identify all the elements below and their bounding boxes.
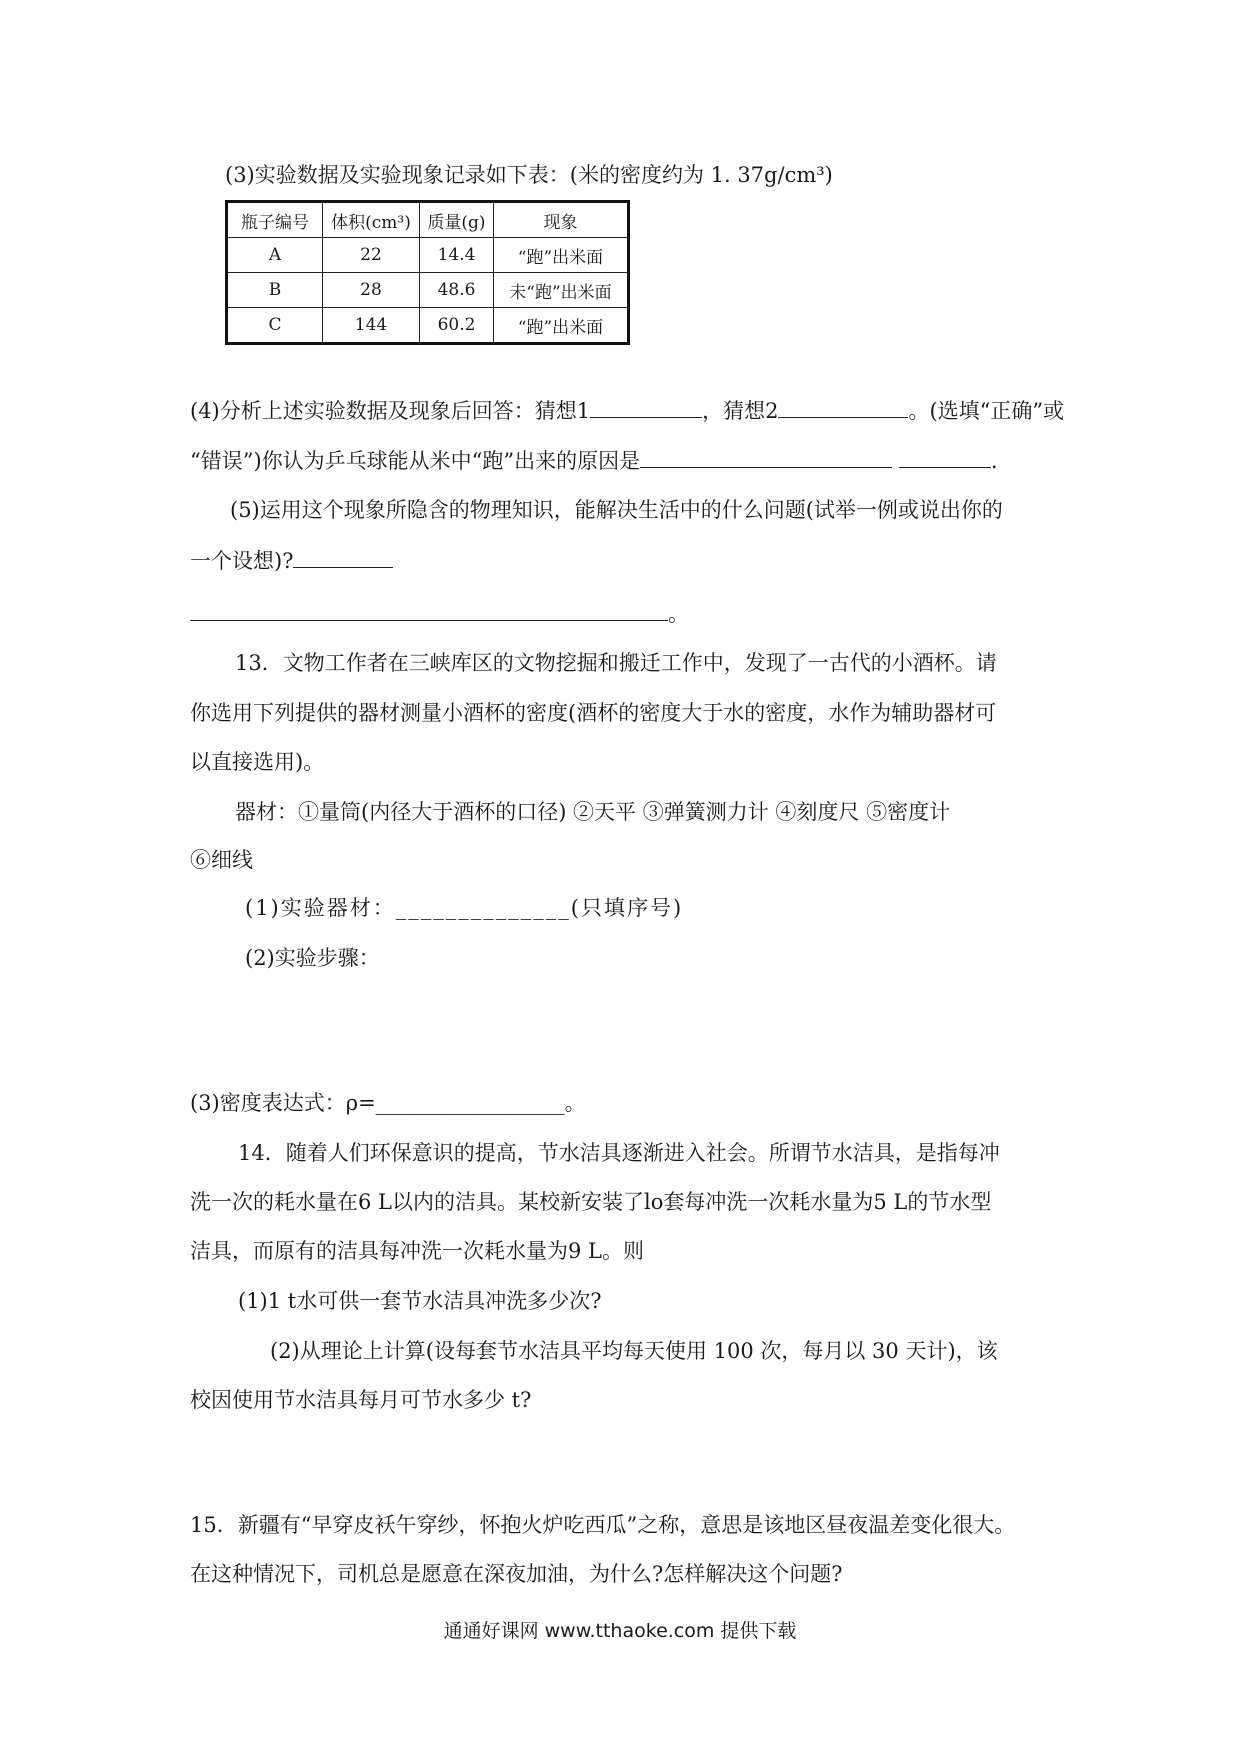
answer-blank[interactable] [293,545,393,568]
table-cell: B [227,273,323,308]
q12-part3-text: (3)实验数据及实验现象记录如下表：(米的密度约为 1. 37g/cm³) [225,163,833,187]
table-cell: 未“跑”出米面 [494,273,629,308]
q14-sub1: (1)1 t水可供一套节水洁具冲洗多少次? [238,1289,602,1313]
table-cell: 14.4 [420,238,494,273]
q14-sub2-cont: 校因使用节水洁具每月可节水多少 t? [190,1388,532,1412]
table-header-cell: 瓶子编号 [227,202,323,238]
q12-part4-line1 [190,395,1064,426]
table-cell: 28 [323,273,420,308]
q12-part5-text-b: 一个设想)? [190,549,294,573]
q14-line1: 14．随着人们环保意识的提高，节水洁具逐渐进入社会。所谓节水洁具，是指每冲 [238,1141,1000,1165]
table-header-cell: 质量(g) [420,202,494,238]
answer-blank[interactable] [778,395,908,418]
answer-blank[interactable] [899,445,991,468]
table-cell: C [227,308,323,344]
q12-part5-text-c: 。 [668,602,689,626]
page-footer: 通通好课网 www.tthaoke.com 提供下载 [443,1620,797,1642]
table-row [227,308,629,344]
q12-part5-line3 [190,598,689,629]
table-cell: 48.6 [420,273,494,308]
q13-materials-cont: ⑥细线 [190,848,253,872]
table-cell: 22 [323,238,420,273]
answer-blank[interactable] [590,395,702,418]
q12-part4-text-a: (4)分析上述实验数据及现象后回答：猜想1 [190,399,591,423]
q12-part4-text-b: ，猜想2 [702,399,779,423]
q13-line3: 以直接选用)。 [190,750,325,774]
q15-line2: 在这种情况下，司机总是愿意在深夜加油，为什么?怎样解决这个问题? [190,1562,843,1586]
answer-blank[interactable] [640,445,892,468]
q13-sub2: (2)实验步骤： [245,946,380,970]
table-header-cell: 现象 [494,202,629,238]
q15-line1: 15．新疆有“早穿皮袄午穿纱，怀抱火炉吃西瓜”之称，意思是该地区昼夜温差变化很大。 [190,1513,1016,1537]
q13-sub1: (1)实验器材：______________(只填序号) [245,896,684,920]
q12-part4-text-e: . [990,449,998,473]
q14-line3: 洁具，而原有的洁具每冲洗一次耗水量为9 L。则 [190,1239,644,1263]
q13-line2: 你选用下列提供的器材测量小酒杯的密度(酒杯的密度大于水的密度，水作为辅助器材可 [190,701,997,725]
q13-sub3: (3)密度表达式：ρ=__________________。 [190,1091,586,1115]
table-header-row [227,202,629,238]
q13-materials: 器材：①量筒(内径大于酒杯的口径) ②天平 ③弹簧测力计 ④刻度尺 ⑤密度计 [235,800,951,824]
q14-sub2: (2)从理论上计算(设每套节水洁具平均每天使用 100 次，每月以 30 天计)，该 [270,1339,998,1363]
table-cell: 60.2 [420,308,494,344]
table-header-cell: 体积(cm³) [323,202,420,238]
table-row [227,273,629,308]
table-cell: “跑”出米面 [494,238,629,273]
q12-part5-line2 [190,545,393,576]
q12-part4-text-d: “错误”)你认为乒乓球能从米中“跑”出来的原因是 [190,449,641,473]
table-cell: “跑”出米面 [494,308,629,344]
q13-line1: 13．文物工作者在三峡库区的文物挖掘和搬迁工作中，发现了一古代的小酒杯。请 [235,651,997,675]
q12-part5-line1: (5)运用这个现象所隐含的物理知识，能解决生活中的什么问题(试举一例或说出你的 [230,498,1003,522]
q12-part4-line2 [190,445,998,476]
table-cell: A [227,238,323,273]
answer-blank[interactable] [190,598,668,621]
experiment-data-table [225,200,630,345]
q12-part4-text-c: 。(选填“正确”或 [908,399,1065,423]
q14-line2: 洗一次的耗水量在6 L以内的洁具。某校新安装了lo套每冲洗一次耗水量为5 L的节水型 [190,1190,992,1214]
table-cell: 144 [323,308,420,344]
table-row [227,238,629,273]
